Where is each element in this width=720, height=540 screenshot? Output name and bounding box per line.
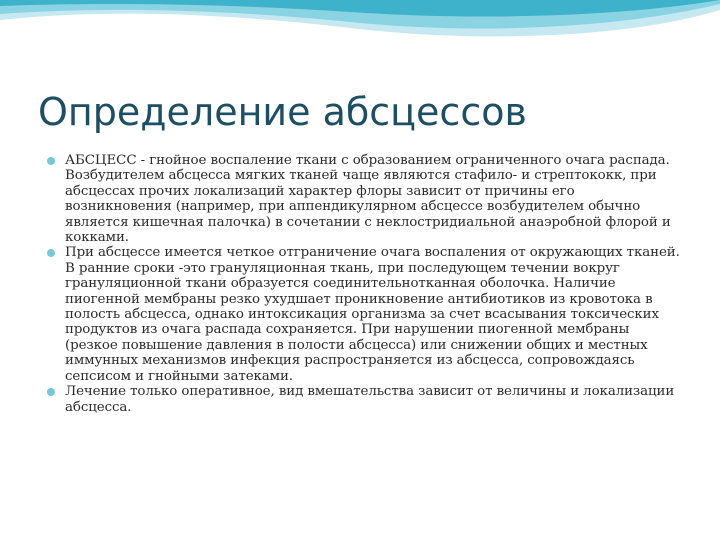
bullet-text: АБСЦЕСС - гнойное воспаление ткани с образованием ограниченного очага распада. Возбудителем абсцесса мягких тканей чаще являются стафило- и стрептококк, при абсцессах прочих локализаций характер флоры зависит от причины его возникновения (например, при аппендикулярном абсцессе возбудителем обычно является кишечная палочка) в сочетании с неклостридиальной анаэробной флорой и кокками. bbox=[65, 153, 671, 246]
bullet-item bbox=[47, 153, 682, 245]
bullet-list bbox=[47, 153, 682, 415]
bullet-item bbox=[47, 245, 682, 384]
bullet-dot-icon bbox=[47, 388, 55, 396]
bullet-dot-icon bbox=[47, 249, 55, 257]
decorative-wave bbox=[0, 0, 720, 60]
bullet-text: При абсцессе имеется четкое отграничение очага воспаления от окружающих тканей. В ранние сроки -это грануляционная ткань, при последующем течении вокруг грануляционной ткани образуется соединительнотканная оболочка. Наличие пиогенной мембраны резко ухудшает проникновение антибиотиков из кровотока в полость абсцесса, однако интоксикация организма за счет всасывания токсических продуктов из очага распада сохраняется. При нарушении пиогенной мембраны (резкое повышение давления в полости абсцесса) или снижении общих и местных иммунных механизмов инфекция распространяется из абсцесса, сопровождаясь сепсисом и гнойными затеками. bbox=[65, 245, 680, 384]
bullet-dot-icon bbox=[47, 157, 55, 165]
bullet-text: Лечение только оперативное, вид вмешательства зависит от величины и локализации абсцесса. bbox=[65, 384, 675, 415]
bullet-item bbox=[47, 384, 682, 415]
slide-title: Определение абсцессов bbox=[38, 90, 527, 134]
